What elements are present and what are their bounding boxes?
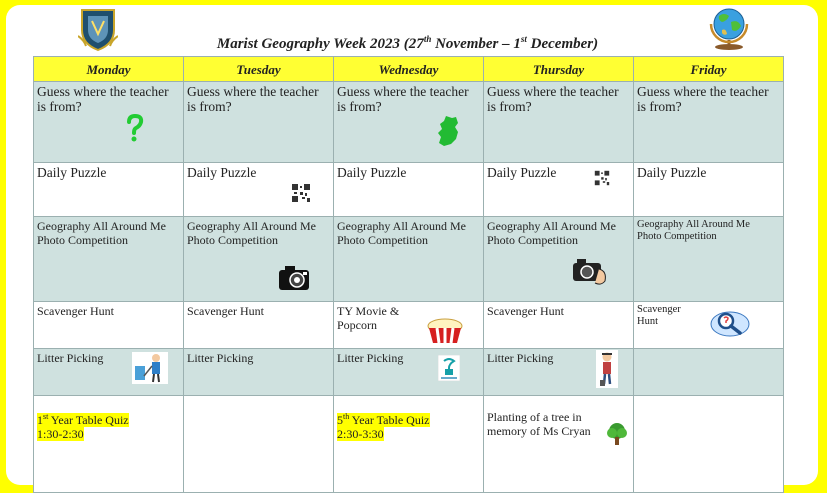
cell-puzzle-monday: Daily Puzzle [34, 163, 184, 217]
table-row [34, 396, 784, 493]
cell-litter-thursday: Litter Picking [484, 349, 634, 396]
cell-event-friday [634, 396, 784, 493]
qr-code-icon [291, 183, 311, 203]
ireland-map-icon [436, 115, 460, 147]
cell-photo-thursday: Geography All Around Me Photo Competition [484, 217, 634, 302]
cell-photo-tuesday: Geography All Around Me Photo Competition [184, 217, 334, 302]
table-row [34, 82, 784, 163]
cell-activity-thursday: Scavenger Hunt [484, 302, 634, 349]
cell-puzzle-thursday: Daily Puzzle [484, 163, 634, 217]
popcorn-icon [426, 318, 464, 344]
magnifying-glass-icon [710, 308, 752, 338]
cell-guess-tuesday: Guess where the teacher is from? [184, 82, 334, 163]
day-header: Tuesday [184, 57, 334, 82]
cell-photo-monday: Geography All Around Me Photo Competition [34, 217, 184, 302]
cell-litter-friday [634, 349, 784, 396]
cell-puzzle-tuesday: Daily Puzzle [184, 163, 334, 217]
cell-guess-friday: Guess where the teacher is from? [634, 82, 784, 163]
cell-event-wednesday: 5th Year Table Quiz 2:30-3:30 [334, 396, 484, 493]
cell-event-thursday: Planting of a tree in memory of Ms Cryan [484, 396, 634, 493]
cell-guess-thursday: Guess where the teacher is from? [484, 82, 634, 163]
day-header: Thursday [484, 57, 634, 82]
cell-photo-friday: Geography All Around Me Photo Competition [634, 217, 784, 302]
cell-litter-wednesday: Litter Picking [334, 349, 484, 396]
cell-event-tuesday [184, 396, 334, 493]
cell-photo-wednesday: Geography All Around Me Photo Competition [334, 217, 484, 302]
camera-icon [571, 257, 609, 287]
cell-activity-friday: Scavenger Hunt [634, 302, 784, 349]
cell-puzzle-friday: Daily Puzzle [634, 163, 784, 217]
timetable [33, 56, 784, 493]
page-title: Marist Geography Week 2023 (27th November – 1st December) [216, 34, 599, 52]
table-row [34, 349, 784, 396]
cell-litter-monday: Litter Picking [34, 349, 184, 396]
table-row [34, 302, 784, 349]
cell-activity-tuesday: Scavenger Hunt [184, 302, 334, 349]
tree-icon [606, 422, 628, 446]
cell-event-monday: 1st Year Table Quiz 1:30-2:30 [34, 396, 184, 493]
litter-picking-icon [596, 350, 618, 388]
day-header: Monday [34, 57, 184, 82]
litter-picking-icon [438, 355, 460, 381]
table-row [34, 163, 784, 217]
day-header: Wednesday [334, 57, 484, 82]
cell-guess-wednesday: Guess where the teacher is from? [334, 82, 484, 163]
litter-picking-icon [132, 352, 168, 384]
qr-code-icon [594, 170, 610, 186]
cell-activity-wednesday: TY Movie & Popcorn [334, 302, 484, 349]
cell-litter-tuesday: Litter Picking [184, 349, 334, 396]
cell-activity-monday: Scavenger Hunt [34, 302, 184, 349]
question-mark-icon [126, 114, 144, 142]
header-row [34, 57, 784, 82]
cell-puzzle-wednesday: Daily Puzzle [334, 163, 484, 217]
day-header: Friday [634, 57, 784, 82]
cell-guess-monday: Guess where the teacher is from? [34, 82, 184, 163]
camera-icon [277, 264, 313, 292]
table-row [34, 217, 784, 302]
